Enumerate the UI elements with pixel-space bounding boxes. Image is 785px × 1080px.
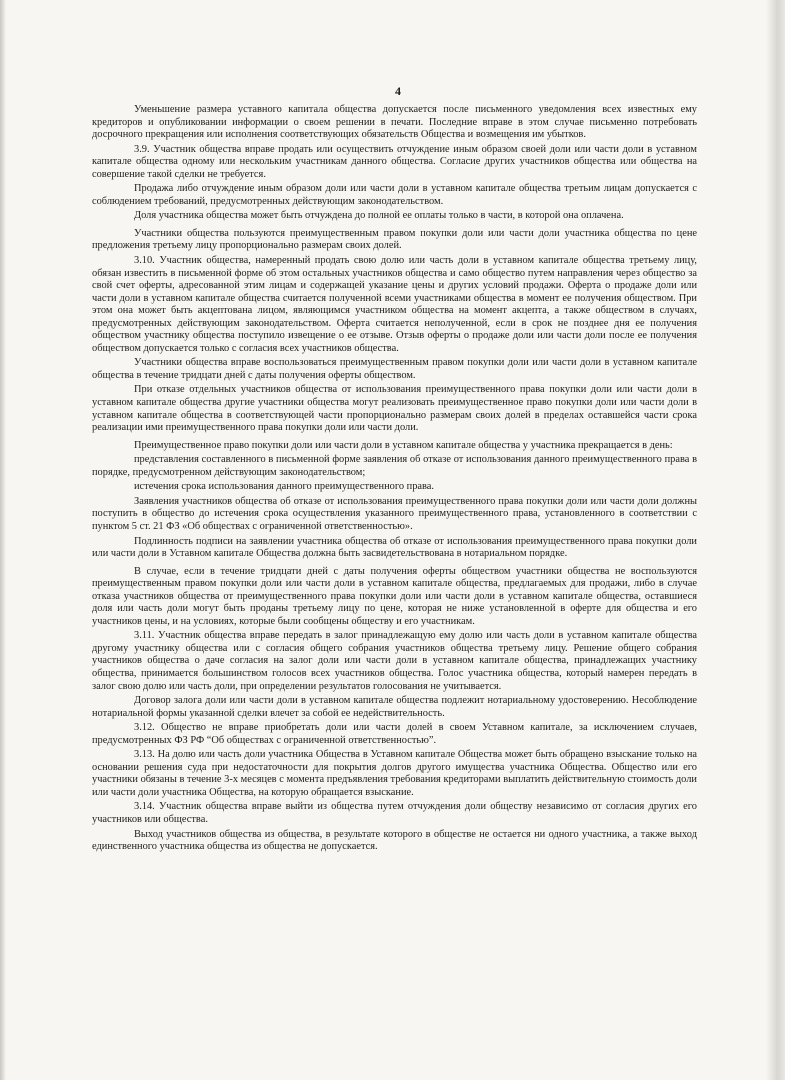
page-number: 4	[395, 84, 401, 98]
paragraph-3-14: 3.14. Участник общества вправе выйти из общества путем отчуждения доли обществу независимо от согласия других его участников или общества.	[92, 801, 697, 825]
paragraph-3-12: 3.12. Общество не вправе приобретать доли или части долей в своем Уставном капитале, за исключением случаев, предусмотренных ФЗ РФ “Об обществах с ограниченной ответственностью”.	[92, 722, 697, 746]
list-item-statement: представления составленного в письменной форме заявления об отказе от использования данного преимущественного права в порядке, предусмотренном действующим законодательством;	[92, 454, 697, 478]
paragraph-paid-share: Доля участника общества может быть отчуждена до полной ее оплаты только в части, в которой она оплачена.	[134, 210, 624, 222]
paragraph-3-10: 3.10. Участник общества, намеренный продать свою долю или часть доли в уставном капитале общества третьему лицу, обязан известить в письменной форме об этом остальных участников общества и само общество путем направления через общество за свой счет оферты, адресованной этим лицам и содержащей указание цены и других условий продажи. Оферта о продаже доли или части доли в уставном капитале общества считается полученной всеми участниками общества в момент ее получения обществом. При этом она может быть акцептована лицом, являющимся участником общества на момент акцепта, а также обществом в случаях, предусмотренных действующим законодательством. Оферта считается неполученной, если в срок не позднее дня ее получения обществом участнику общества поступило извещение о ее отзыве. Отзыв оферты о продаже доли или части доли после ее получения обществом допускается только с согласия всех участников общества.	[92, 255, 697, 354]
page-right-shadow	[766, 0, 785, 1080]
paragraph-preemptive-right: Участники общества пользуются преимущественным правом покупки доли или части доли участника общества по цене предложения третьему лицу пропорционально размерам своих долей.	[92, 227, 697, 252]
paragraph-signature-notary: Подлинность подписи на заявлении участника общества об отказе от использования преимущественного права покупки доли или части доли в Уставном капитале Общества должна быть засвидетельствована в нотариальном порядке.	[92, 535, 697, 560]
paragraph-capital-reduction: Уменьшение размера уставного капитала общества допускается после письменного уведомления всех известных ему кредиторов и опубликовании информации о своем решении в печати. Последние вправе в этом случае письменно потребовать досрочного прекращения или исполнения соответствующих обязательств Общества и возмещения им убытков.	[92, 104, 697, 141]
page-left-shadow	[0, 0, 6, 1080]
document-body	[92, 84, 697, 856]
paragraph-3-9: 3.9. Участник общества вправе продать или осуществить отчуждение иным образом своей доли или части доли в уставном капитале общества одному или нескольким участникам данного общества. Согласие других участников общества или общества на совершение такой сделки не требуется.	[92, 143, 697, 180]
paragraph-refusal-statements: Заявления участников общества об отказе от использования преимущественного права покупки доли или части доли должны поступить в общество до истечения срока осуществления указанного преимущественного права, установленного в соответствии с пунктом 5 ст. 21 ФЗ «Об обществах с ограниченной ответственностью».	[92, 495, 697, 532]
paragraph-thirty-days: Участники общества вправе воспользоваться преимущественным правом покупки доли или части доли в уставном капитале общества в течение тридцати дней с даты получения оферты обществом.	[92, 357, 697, 381]
list-item-expiry: истечения срока использования данного преимущественного права.	[134, 481, 434, 493]
paragraph-third-party-sale: Продажа либо отчуждение иным образом доли или части доли в уставном капитале общества третьим лицам допускается с соблюдением требований, предусмотренных действующим законодательством.	[92, 183, 697, 207]
paragraph-right-terminates: Преимущественное право покупки доли или части доли в уставном капитале общества у участника прекращается в день:	[134, 439, 673, 451]
paragraph-3-13: 3.13. На долю или часть доли участника Общества в Уставном капитале Общества может быть обращено взыскание только на основании решения суда при недостаточности для покрытия долгов другого имущества участника Общества. Общество или его участники обязаны в течение 3-х месяцев с момента предъявления требования кредиторами выплатить действительную стоимость доли или части доли участника Общества, на которую обращается взыскание.	[92, 749, 697, 798]
paragraph-3-11: 3.11. Участник общества вправе передать в залог принадлежащую ему долю или часть доли в уставном капитале общества другому участнику общества или с согласия общего собрания участников общества третьему лицу. Решение общего собрания участников общества о даче согласия на залог доли или части доли в уставном капитале общества, принадлежащих участнику общества, принимается большинством голосов всех участников общества. Голос участника общества, который намерен передать в залог свою долю или часть доли, при определении результатов голосования не учитывается.	[92, 630, 697, 692]
paragraph-pledge-contract: Договор залога доли или части доли в уставном капитале общества подлежит нотариальному удостоверению. Несоблюдение нотариальной формы указанной сделки влечет за собой ее недействительность.	[92, 695, 697, 719]
paragraph-exit: Выход участников общества из общества, в результате которого в обществе не остается ни одного участника, а также выход единственного участника общества из общества не допускается.	[92, 828, 697, 853]
paragraph-unused-right: В случае, если в течение тридцати дней с даты получения оферты обществом участники общества не воспользуются преимущественным правом покупки доли или части доли в уставном капитале общества, предлагаемых для продажи, либо в случае отказа участников общества от преимущественного права покупки доли или части доли в уставном капитале общества, оставшиеся доля или часть доли могут быть проданы третьему лицу по цене, которая не ниже установленной в оферте для общества и его участников цены, и на условиях, которые были сообщены обществу и его участникам.	[92, 565, 697, 627]
paragraph-refusal: При отказе отдельных участников общества от использования преимущественного права покупки доли или части доли в уставном капитале общества другие участники общества могут реализовать преимущественное право покупки доли или части доли в уставном капитале общества в соответствующей части пропорционально размерам своих долей в пределах оставшейся части срока реализации ими преимущественного права покупки доли или части доли.	[92, 384, 697, 434]
